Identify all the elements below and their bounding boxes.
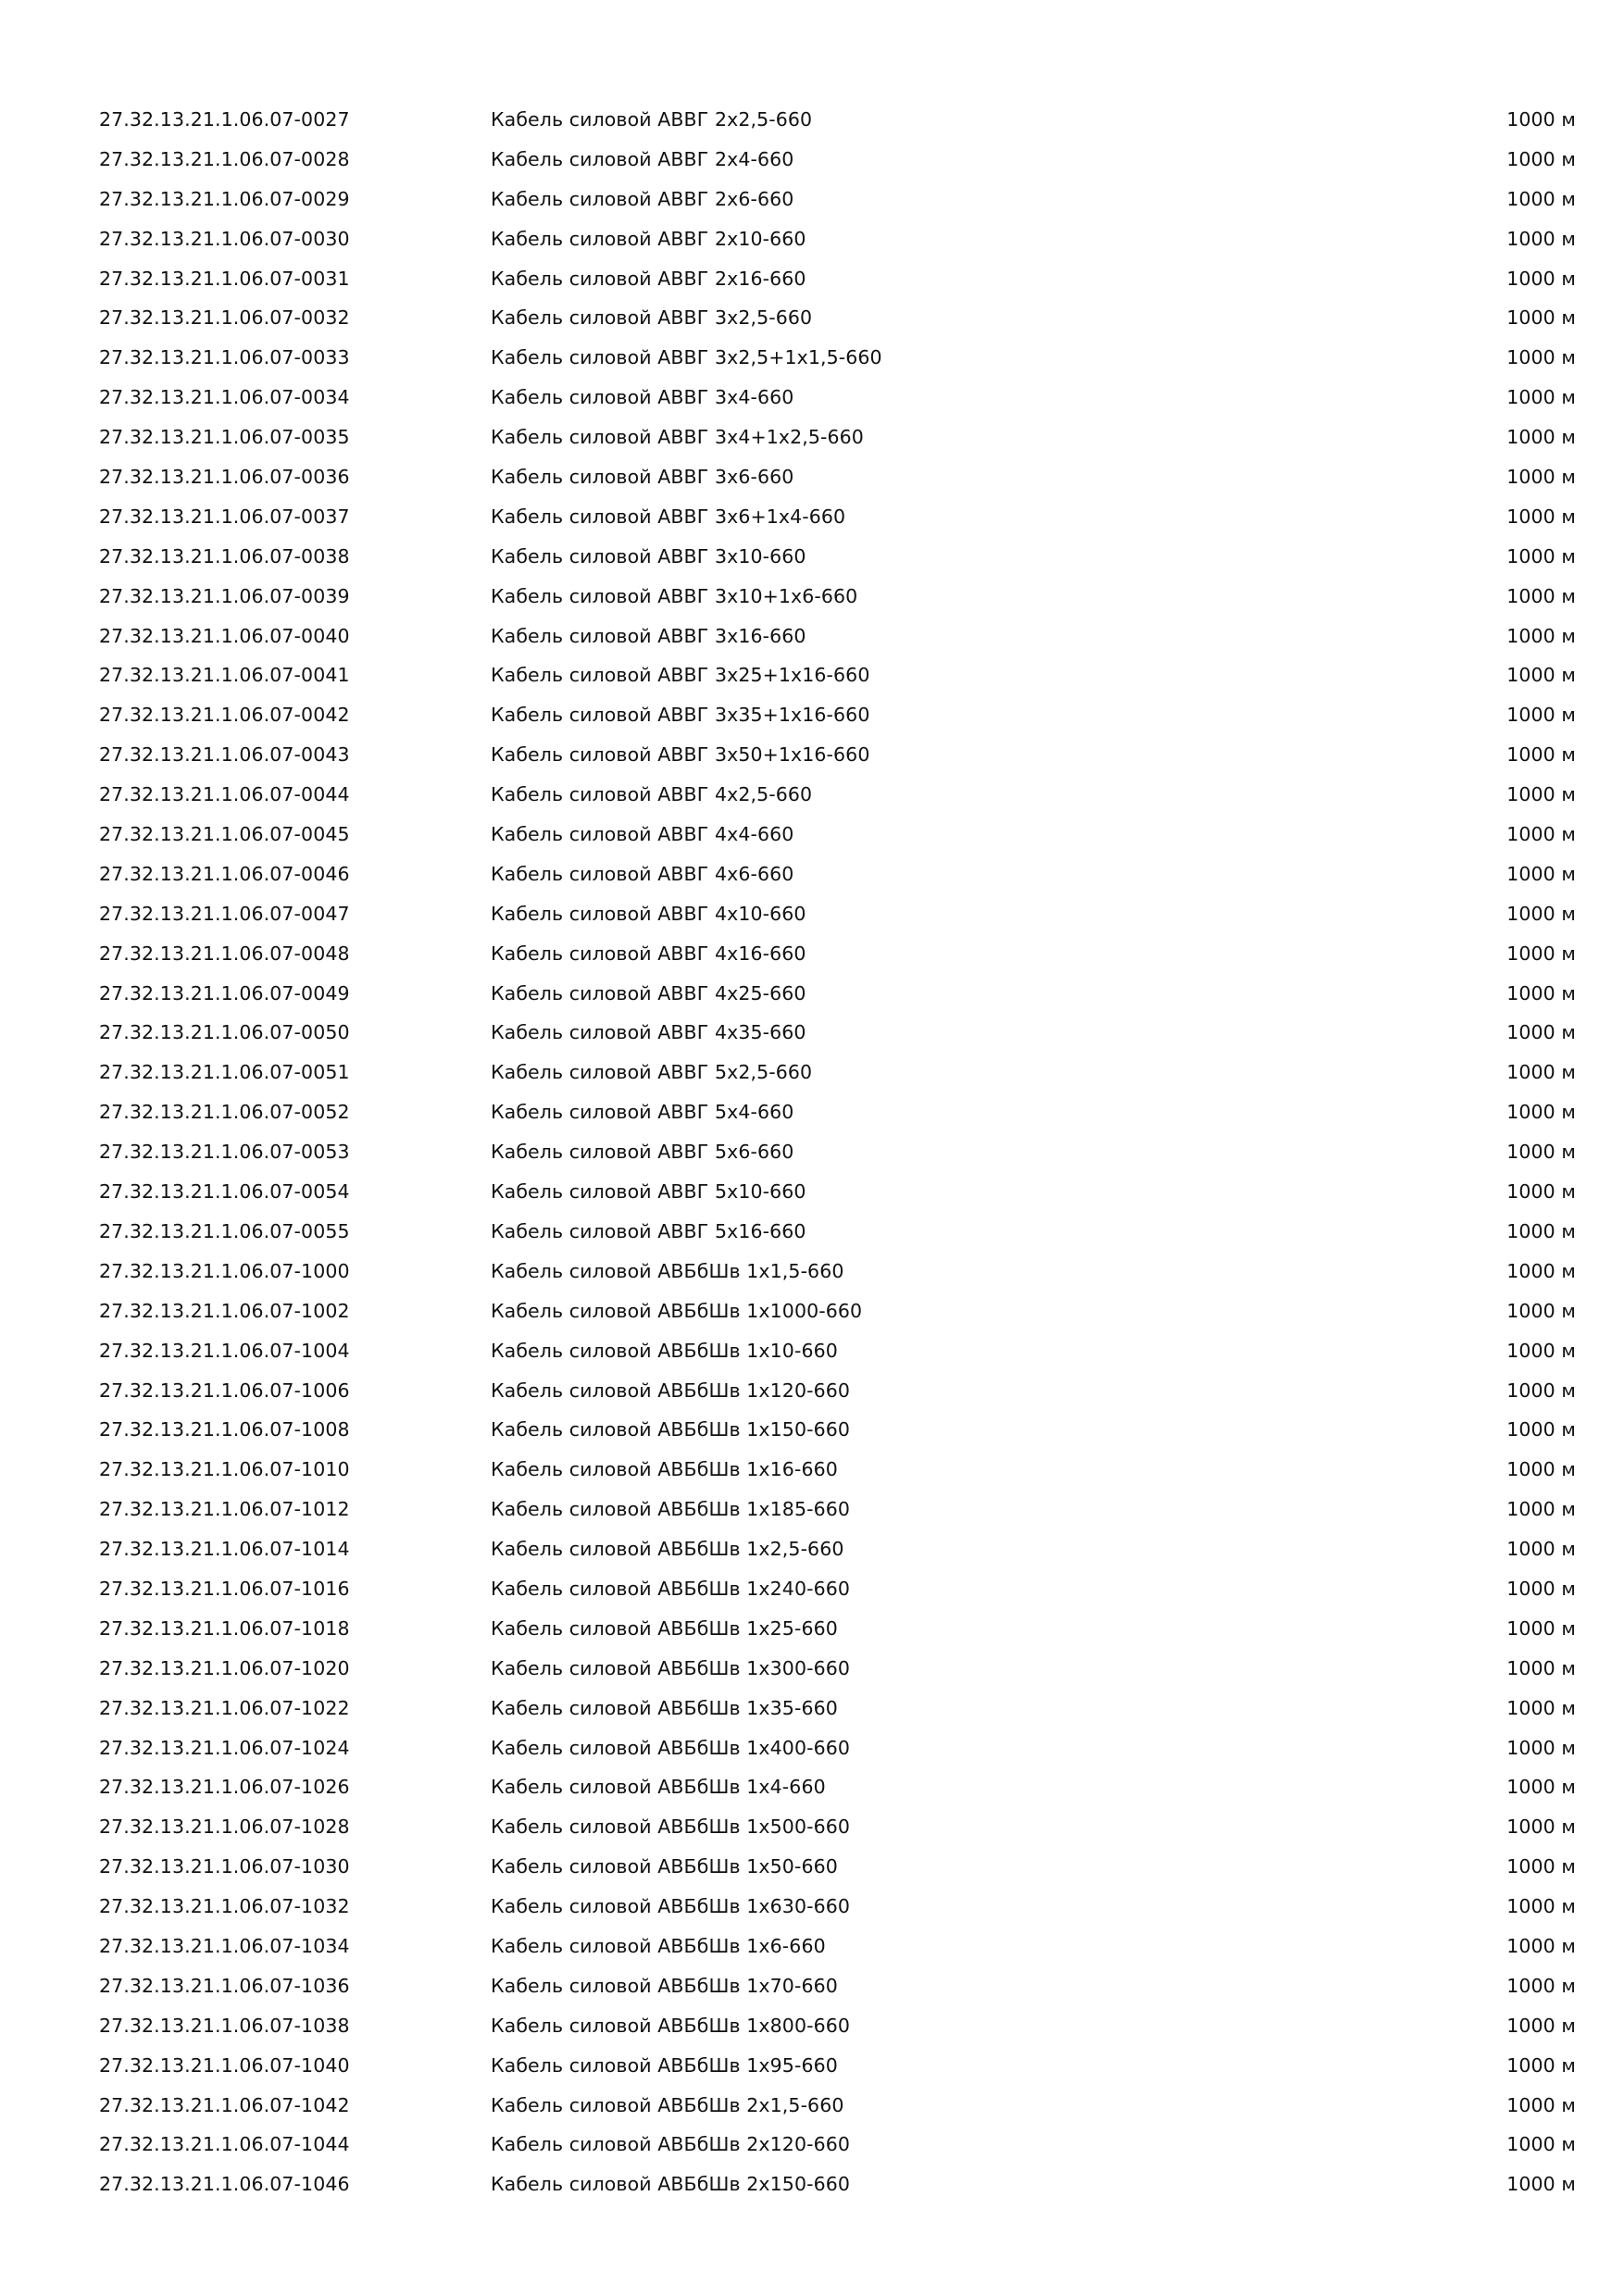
item-code: 27.32.13.21.1.06.07-1008: [99, 1418, 350, 1441]
item-code: 27.32.13.21.1.06.07-0050: [99, 1021, 350, 1044]
table-row: [0, 1257, 1624, 1297]
item-unit: 1000 м: [1506, 2133, 1576, 2156]
item-code: 27.32.13.21.1.06.07-1040: [99, 2053, 350, 2077]
item-name: Кабель силовой АВВГ 2х6-660: [491, 187, 794, 210]
item-code: 27.32.13.21.1.06.07-0046: [99, 862, 350, 885]
item-unit: 1000 м: [1506, 1061, 1576, 1084]
item-code: 27.32.13.21.1.06.07-1028: [99, 1816, 350, 1839]
item-name: Кабель силовой АВВГ 2х10-660: [491, 227, 806, 250]
table-row: [0, 2091, 1624, 2131]
item-unit: 1000 м: [1506, 1934, 1576, 1957]
price-table: [0, 106, 1624, 2210]
item-unit: 1000 м: [1506, 1855, 1576, 1878]
item-name: Кабель силовой АВВГ 3х2,5+1х1,5-660: [491, 346, 882, 369]
item-unit: 1000 м: [1506, 147, 1576, 170]
item-unit: 1000 м: [1506, 1696, 1576, 1719]
item-unit: 1000 м: [1506, 544, 1576, 568]
item-unit: 1000 м: [1506, 1141, 1576, 1164]
table-row: [0, 1495, 1624, 1535]
table-row: [0, 1297, 1624, 1337]
table-row: [0, 661, 1624, 701]
table-row: [0, 304, 1624, 343]
item-name: Кабель силовой АВБбШв 1х4-660: [491, 1776, 826, 1799]
item-name: Кабель силовой АВВГ 3х6-660: [491, 466, 794, 489]
table-row: [0, 543, 1624, 582]
table-row: [0, 343, 1624, 383]
item-unit: 1000 м: [1506, 2173, 1576, 2196]
item-code: 27.32.13.21.1.06.07-0033: [99, 346, 350, 369]
item-unit: 1000 м: [1506, 2053, 1576, 2077]
item-code: 27.32.13.21.1.06.07-0043: [99, 743, 350, 767]
item-name: Кабель силовой АВБбШв 1х800-660: [491, 2014, 851, 2037]
item-name: Кабель силовой АВВГ 5х6-660: [491, 1141, 794, 1164]
item-code: 27.32.13.21.1.06.07-1012: [99, 1498, 350, 1521]
item-code: 27.32.13.21.1.06.07-1036: [99, 1974, 350, 1997]
item-unit: 1000 м: [1506, 1339, 1576, 1362]
item-name: Кабель силовой АВВГ 3х25+1х16-660: [491, 664, 870, 687]
item-name: Кабель силовой АВБбШв 1х185-660: [491, 1498, 851, 1521]
table-row: [0, 1455, 1624, 1495]
item-unit: 1000 м: [1506, 981, 1576, 1004]
item-code: 27.32.13.21.1.06.07-1046: [99, 2173, 350, 2196]
table-row: [0, 2130, 1624, 2170]
item-name: Кабель силовой АВВГ 4х10-660: [491, 902, 806, 925]
item-name: Кабель силовой АВБбШв 2х1,5-660: [491, 2093, 844, 2116]
item-code: 27.32.13.21.1.06.07-1026: [99, 1776, 350, 1799]
table-row: [0, 1773, 1624, 1813]
item-name: Кабель силовой АВВГ 3х10-660: [491, 544, 806, 568]
table-row: [0, 1217, 1624, 1257]
item-unit: 1000 м: [1506, 1101, 1576, 1124]
table-row: [0, 1138, 1624, 1178]
item-name: Кабель силовой АВВГ 3х4+1х2,5-660: [491, 426, 864, 449]
table-row: [0, 463, 1624, 503]
item-code: 27.32.13.21.1.06.07-1038: [99, 2014, 350, 2037]
item-unit: 1000 м: [1506, 386, 1576, 409]
item-name: Кабель силовой АВБбШв 1х10-660: [491, 1339, 838, 1362]
table-row: [0, 2052, 1624, 2091]
item-name: Кабель силовой АВВГ 4х6-660: [491, 862, 794, 885]
table-row: [0, 980, 1624, 1019]
item-code: 27.32.13.21.1.06.07-0027: [99, 108, 350, 131]
item-name: Кабель силовой АВБбШв 1х120-660: [491, 1379, 851, 1402]
item-code: 27.32.13.21.1.06.07-0034: [99, 386, 350, 409]
item-code: 27.32.13.21.1.06.07-0029: [99, 187, 350, 210]
item-code: 27.32.13.21.1.06.07-0055: [99, 1219, 350, 1242]
item-unit: 1000 м: [1506, 1498, 1576, 1521]
item-unit: 1000 м: [1506, 267, 1576, 290]
table-row: [0, 820, 1624, 860]
item-code: 27.32.13.21.1.06.07-1010: [99, 1458, 350, 1481]
item-code: 27.32.13.21.1.06.07-0052: [99, 1101, 350, 1124]
item-code: 27.32.13.21.1.06.07-0030: [99, 227, 350, 250]
item-name: Кабель силовой АВБбШв 1х630-660: [491, 1895, 851, 1918]
item-code: 27.32.13.21.1.06.07-1044: [99, 2133, 350, 2156]
table-row: [0, 1734, 1624, 1774]
item-unit: 1000 м: [1506, 1219, 1576, 1242]
table-row: [0, 1694, 1624, 1734]
item-code: 27.32.13.21.1.06.07-1000: [99, 1259, 350, 1282]
item-code: 27.32.13.21.1.06.07-0053: [99, 1141, 350, 1164]
item-unit: 1000 м: [1506, 1656, 1576, 1679]
item-code: 27.32.13.21.1.06.07-1016: [99, 1577, 350, 1600]
item-name: Кабель силовой АВБбШв 2х150-660: [491, 2173, 851, 2196]
item-name: Кабель силовой АВВГ 5х2,5-660: [491, 1061, 813, 1084]
item-unit: 1000 м: [1506, 783, 1576, 806]
item-code: 27.32.13.21.1.06.07-1018: [99, 1616, 350, 1640]
table-row: [0, 423, 1624, 463]
item-code: 27.32.13.21.1.06.07-1034: [99, 1934, 350, 1957]
item-code: 27.32.13.21.1.06.07-0035: [99, 426, 350, 449]
table-row: [0, 1416, 1624, 1455]
table-row: [0, 1178, 1624, 1217]
item-unit: 1000 м: [1506, 1418, 1576, 1441]
item-unit: 1000 м: [1506, 1021, 1576, 1044]
table-row: [0, 225, 1624, 265]
item-unit: 1000 м: [1506, 1577, 1576, 1600]
item-unit: 1000 м: [1506, 1299, 1576, 1322]
item-name: Кабель силовой АВВГ 4х16-660: [491, 942, 806, 965]
table-row: [0, 701, 1624, 741]
item-unit: 1000 м: [1506, 823, 1576, 846]
item-unit: 1000 м: [1506, 1776, 1576, 1799]
item-code: 27.32.13.21.1.06.07-0045: [99, 823, 350, 846]
table-row: [0, 741, 1624, 780]
item-unit: 1000 м: [1506, 505, 1576, 528]
table-row: [0, 1535, 1624, 1575]
table-row: [0, 1018, 1624, 1058]
item-code: 27.32.13.21.1.06.07-1022: [99, 1696, 350, 1719]
table-row: [0, 503, 1624, 543]
item-code: 27.32.13.21.1.06.07-0036: [99, 466, 350, 489]
table-row: [0, 900, 1624, 940]
item-name: Кабель силовой АВВГ 2х4-660: [491, 147, 794, 170]
item-name: Кабель силовой АВБбШв 1х240-660: [491, 1577, 851, 1600]
item-code: 27.32.13.21.1.06.07-0047: [99, 902, 350, 925]
table-row: [0, 1932, 1624, 1972]
table-row: [0, 1615, 1624, 1654]
item-name: Кабель силовой АВВГ 3х16-660: [491, 624, 806, 647]
item-unit: 1000 м: [1506, 426, 1576, 449]
item-unit: 1000 м: [1506, 2093, 1576, 2116]
item-unit: 1000 м: [1506, 1259, 1576, 1282]
item-code: 27.32.13.21.1.06.07-0048: [99, 942, 350, 965]
item-unit: 1000 м: [1506, 1816, 1576, 1839]
item-unit: 1000 м: [1506, 2014, 1576, 2037]
item-code: 27.32.13.21.1.06.07-1030: [99, 1855, 350, 1878]
table-row: [0, 940, 1624, 980]
table-row: [0, 1575, 1624, 1615]
table-row: [0, 1813, 1624, 1853]
item-code: 27.32.13.21.1.06.07-0049: [99, 981, 350, 1004]
table-row: [0, 145, 1624, 185]
table-row: [0, 185, 1624, 225]
item-unit: 1000 м: [1506, 1974, 1576, 1997]
item-name: Кабель силовой АВБбШв 1х1,5-660: [491, 1259, 844, 1282]
table-row: [0, 265, 1624, 305]
item-name: Кабель силовой АВБбШв 1х300-660: [491, 1656, 851, 1679]
item-name: Кабель силовой АВБбШв 1х70-660: [491, 1974, 838, 1997]
item-unit: 1000 м: [1506, 704, 1576, 727]
item-code: 27.32.13.21.1.06.07-0042: [99, 704, 350, 727]
item-unit: 1000 м: [1506, 664, 1576, 687]
item-code: 27.32.13.21.1.06.07-0054: [99, 1180, 350, 1204]
item-unit: 1000 м: [1506, 108, 1576, 131]
item-code: 27.32.13.21.1.06.07-0044: [99, 783, 350, 806]
item-name: Кабель силовой АВВГ 4х25-660: [491, 981, 806, 1004]
table-row: [0, 1337, 1624, 1377]
item-name: Кабель силовой АВВГ 4х35-660: [491, 1021, 806, 1044]
table-row: [0, 1892, 1624, 1932]
item-name: Кабель силовой АВБбШв 2х120-660: [491, 2133, 851, 2156]
item-unit: 1000 м: [1506, 942, 1576, 965]
table-row: [0, 582, 1624, 622]
item-code: 27.32.13.21.1.06.07-1006: [99, 1379, 350, 1402]
item-name: Кабель силовой АВВГ 3х6+1х4-660: [491, 505, 846, 528]
item-code: 27.32.13.21.1.06.07-1024: [99, 1736, 350, 1759]
table-row: [0, 2170, 1624, 2210]
item-name: Кабель силовой АВБбШв 1х6-660: [491, 1934, 826, 1957]
table-row: [0, 780, 1624, 820]
item-code: 27.32.13.21.1.06.07-0028: [99, 147, 350, 170]
item-unit: 1000 м: [1506, 902, 1576, 925]
item-unit: 1000 м: [1506, 624, 1576, 647]
item-name: Кабель силовой АВВГ 5х4-660: [491, 1101, 794, 1124]
item-name: Кабель силовой АВБбШв 1х2,5-660: [491, 1538, 844, 1561]
item-name: Кабель силовой АВВГ 3х50+1х16-660: [491, 743, 870, 767]
item-unit: 1000 м: [1506, 1538, 1576, 1561]
item-unit: 1000 м: [1506, 1616, 1576, 1640]
item-code: 27.32.13.21.1.06.07-0040: [99, 624, 350, 647]
item-name: Кабель силовой АВВГ 3х35+1х16-660: [491, 704, 870, 727]
table-row: [0, 1654, 1624, 1694]
item-code: 27.32.13.21.1.06.07-0037: [99, 505, 350, 528]
item-unit: 1000 м: [1506, 1895, 1576, 1918]
item-name: Кабель силовой АВВГ 3х10+1х6-660: [491, 584, 858, 607]
item-unit: 1000 м: [1506, 1458, 1576, 1481]
item-code: 27.32.13.21.1.06.07-0031: [99, 267, 350, 290]
item-code: 27.32.13.21.1.06.07-1014: [99, 1538, 350, 1561]
item-name: Кабель силовой АВБбШв 1х1000-660: [491, 1299, 863, 1322]
item-unit: 1000 м: [1506, 466, 1576, 489]
item-name: Кабель силовой АВБбШв 1х400-660: [491, 1736, 851, 1759]
item-code: 27.32.13.21.1.06.07-1032: [99, 1895, 350, 1918]
table-row: [0, 1377, 1624, 1416]
item-unit: 1000 м: [1506, 584, 1576, 607]
table-row: [0, 106, 1624, 145]
item-name: Кабель силовой АВБбШв 1х25-660: [491, 1616, 838, 1640]
item-name: Кабель силовой АВВГ 3х4-660: [491, 386, 794, 409]
item-code: 27.32.13.21.1.06.07-1002: [99, 1299, 350, 1322]
table-row: [0, 1972, 1624, 2012]
table-row: [0, 2012, 1624, 2052]
item-unit: 1000 м: [1506, 1736, 1576, 1759]
item-unit: 1000 м: [1506, 227, 1576, 250]
item-name: Кабель силовой АВБбШв 1х50-660: [491, 1855, 838, 1878]
item-name: Кабель силовой АВВГ 4х2,5-660: [491, 783, 813, 806]
item-code: 27.32.13.21.1.06.07-0038: [99, 544, 350, 568]
table-row: [0, 383, 1624, 423]
item-code: 27.32.13.21.1.06.07-0051: [99, 1061, 350, 1084]
table-row: [0, 1058, 1624, 1098]
item-unit: 1000 м: [1506, 743, 1576, 767]
item-code: 27.32.13.21.1.06.07-0039: [99, 584, 350, 607]
table-row: [0, 860, 1624, 900]
item-unit: 1000 м: [1506, 187, 1576, 210]
item-code: 27.32.13.21.1.06.07-0041: [99, 664, 350, 687]
table-row: [0, 1098, 1624, 1138]
item-code: 27.32.13.21.1.06.07-0032: [99, 306, 350, 330]
item-unit: 1000 м: [1506, 306, 1576, 330]
item-name: Кабель силовой АВБбШв 1х500-660: [491, 1816, 851, 1839]
item-name: Кабель силовой АВБбШв 1х95-660: [491, 2053, 838, 2077]
item-name: Кабель силовой АВВГ 5х16-660: [491, 1219, 806, 1242]
item-name: Кабель силовой АВВГ 2х2,5-660: [491, 108, 813, 131]
item-unit: 1000 м: [1506, 862, 1576, 885]
item-name: Кабель силовой АВВГ 3х2,5-660: [491, 306, 813, 330]
item-unit: 1000 м: [1506, 1180, 1576, 1204]
item-code: 27.32.13.21.1.06.07-1004: [99, 1339, 350, 1362]
table-row: [0, 622, 1624, 662]
item-name: Кабель силовой АВВГ 2х16-660: [491, 267, 806, 290]
item-unit: 1000 м: [1506, 346, 1576, 369]
item-unit: 1000 м: [1506, 1379, 1576, 1402]
item-name: Кабель силовой АВБбШв 1х35-660: [491, 1696, 838, 1719]
item-name: Кабель силовой АВВГ 5х10-660: [491, 1180, 806, 1204]
item-name: Кабель силовой АВБбШв 1х16-660: [491, 1458, 838, 1481]
item-code: 27.32.13.21.1.06.07-1042: [99, 2093, 350, 2116]
item-name: Кабель силовой АВБбШв 1х150-660: [491, 1418, 851, 1441]
item-name: Кабель силовой АВВГ 4х4-660: [491, 823, 794, 846]
item-code: 27.32.13.21.1.06.07-1020: [99, 1656, 350, 1679]
table-row: [0, 1853, 1624, 1892]
